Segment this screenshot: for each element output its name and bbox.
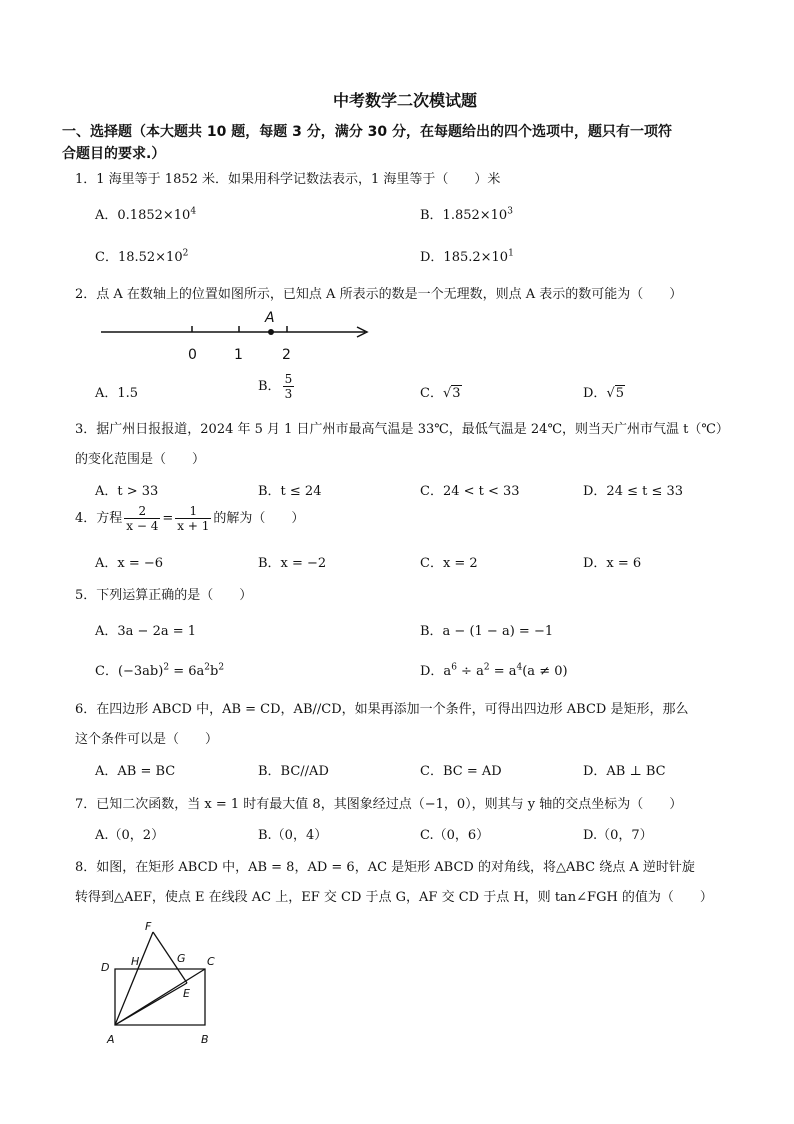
q5-option-a: A．3a − 2a = 1 [95,624,197,639]
q8-label-c: C [207,955,215,968]
q8-rectangle-figure [95,915,235,1050]
q1-stem: 1．1 海里等于 1852 米．如果用科学记数法表示，1 海里等于（ ）米 [75,172,501,187]
q3-stem-line1: 3．据广州日报报道，2024 年 5 月 1 日广州市最高气温是 33℃，最低气温是 24℃，则当天广州市气温 t（℃） [75,422,729,437]
q3-option-a: A．t > 33 [95,484,159,499]
q2-tick-1: 1 [234,347,243,363]
q7-option-d: D.（0，7） [583,828,653,843]
q7-stem: 7．已知二次函数，当 x = 1 时有最大值 8，其图象经过点（−1，0），则其与 y 轴的交点坐标为（ ） [75,797,683,812]
q6-option-a: A．AB = BC [95,764,176,779]
q7-option-c: C.（0，6） [420,828,490,843]
q3-stem-line2: 的变化范围是（ ） [75,452,206,467]
q6-option-d: D．AB ⊥ BC [583,764,666,779]
q2-option-a: A．1.5 [95,386,139,401]
q4-option-a: A．x = −6 [95,556,164,571]
q2-tick-2: 2 [282,347,291,363]
q3-option-b: B．t ≤ 24 [258,484,322,499]
q8-label-g: G [177,952,186,965]
q8-label-e: E [183,987,190,1000]
q6-option-b: B．BC//AD [258,764,329,779]
q6-stem-line1: 6．在四边形 ABCD 中，AB = CD，AB//CD，如果再添加一个条件，可得出四边形 ABCD 是矩形，那么 [75,702,689,717]
q3-option-d: D．24 ≤ t ≤ 33 [583,484,684,499]
q2-point-a-label: A [265,310,275,326]
q4-option-d: D．x = 6 [583,556,642,571]
page-title: 中考数学二次模试题 [333,91,478,110]
q8-stem-line1: 8．如图，在矩形 ABCD 中，AB = 8，AD = 6，AC 是矩形 ABCD 的对角线，将△ABC 绕点 A 逆时针旋 [75,860,695,875]
q8-label-d: D [101,961,110,974]
q5-option-d: D．$a^6 \div a^2 = a^4(a \ne 0)$ [420,662,568,679]
section-heading-line2: 合题目的要求.） [62,146,166,162]
q2-tick-0: 0 [188,347,197,363]
q8-label-a: A [107,1033,115,1046]
q8-label-b: B [201,1033,209,1046]
q8-label-f: F [145,920,152,933]
q1-option-a: A．$0.1852\times 10^4$ [95,206,197,223]
q8-stem-line2: 转得到△AEF，使点 E 在线段 AC 上，EF 交 CD 于点 G，AF 交 CD 于点 H，则 tan∠FGH 的值为（ ） [75,890,713,905]
q4-stem: 4．方程 $\frac{2}{x - 4}$ = $\frac{1}{x + 1}$ 的解为（ ） [75,504,305,533]
q4-option-b: B．x = −2 [258,556,327,571]
q3-option-c: C．24 < t < 33 [420,484,520,499]
section-heading-line1: 一、选择题（本大题共 10 题，每题 3 分，满分 30 分，在每题给出的四个选项中，题只有一项符 [62,124,672,140]
q5-option-c: C．$(-3ab)^2 = 6a^2b^2$ [95,662,225,679]
q5-stem: 5．下列运算正确的是（ ） [75,588,253,603]
q6-stem-line2: 这个条件可以是（ ） [75,732,219,747]
q1-option-c: C．$18.52\times 10^2$ [95,248,189,265]
q5-option-b: B．a − (1 − a) = −1 [420,624,554,639]
q2-option-b: B． $\frac{5}{3}$ [258,372,293,401]
q7-option-b: B.（0，4） [258,828,328,843]
q2-stem: 2．点 A 在数轴上的位置如图所示，已知点 A 所表示的数是一个无理数，则点 A 表示的数可能为（ ） [75,287,683,302]
q2-option-c: C．√3 [420,386,461,401]
q2-number-line [95,305,385,365]
q1-option-b: B．$1.852\times 10^3$ [420,206,513,223]
q6-option-c: C．BC = AD [420,764,502,779]
q7-option-a: A.（0，2） [95,828,165,843]
q8-label-h: H [131,955,140,968]
q4-option-c: C．x = 2 [420,556,478,571]
q1-option-d: D．$185.2\times 10^1$ [420,248,514,265]
q2-option-d: D．√5 [583,386,625,401]
